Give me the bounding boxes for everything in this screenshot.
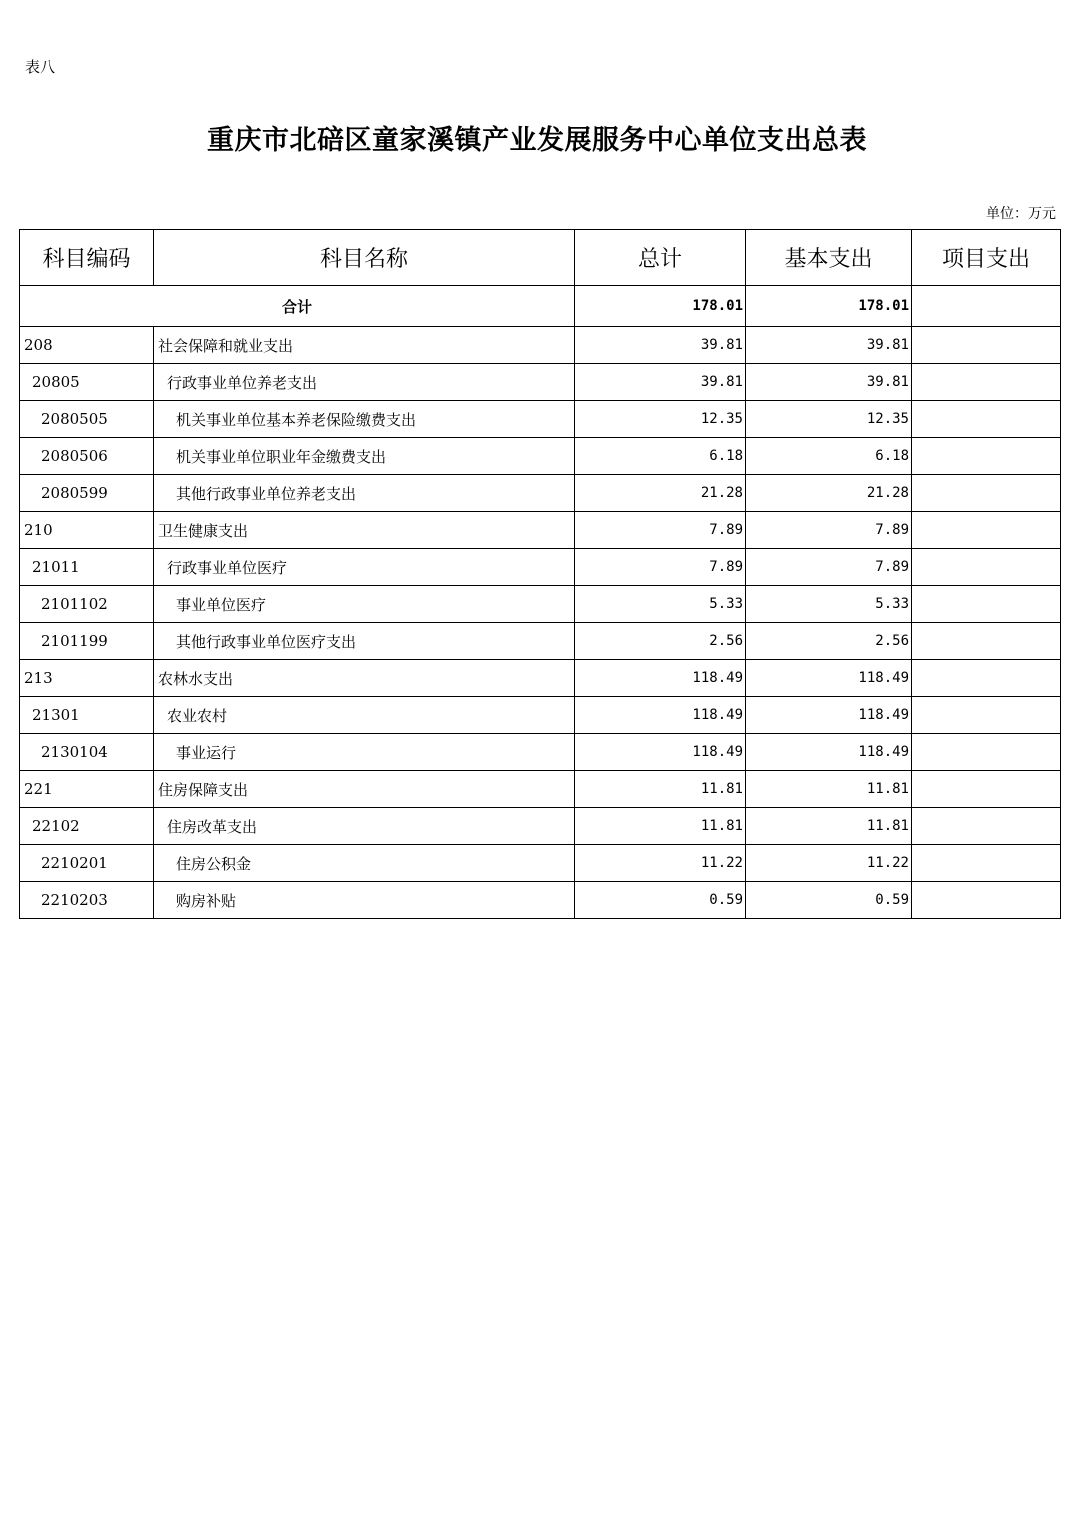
cell-code: 210 — [20, 512, 154, 549]
cell-basic: 39.81 — [746, 364, 912, 401]
table-row — [20, 401, 1061, 438]
table-number-label: 表八 — [25, 58, 56, 76]
cell-total: 2.56 — [575, 623, 746, 660]
cell-total: 0.59 — [575, 882, 746, 919]
table-row — [20, 808, 1061, 845]
cell-name: 卫生健康支出 — [154, 512, 575, 549]
table-row — [20, 734, 1061, 771]
cell-total: 21.28 — [575, 475, 746, 512]
table-row — [20, 697, 1061, 734]
cell-project — [912, 438, 1061, 475]
cell-project — [912, 734, 1061, 771]
cell-name: 机关事业单位基本养老保险缴费支出 — [154, 401, 575, 438]
cell-name: 住房改革支出 — [154, 808, 575, 845]
cell-total: 118.49 — [575, 697, 746, 734]
cell-name: 行政事业单位养老支出 — [154, 364, 575, 401]
total-project — [912, 286, 1061, 327]
cell-code: 2101102 — [20, 586, 154, 623]
cell-code: 2080599 — [20, 475, 154, 512]
column-header-basic: 基本支出 — [746, 230, 912, 286]
cell-project — [912, 808, 1061, 845]
table-row — [20, 327, 1061, 364]
cell-project — [912, 586, 1061, 623]
cell-project — [912, 771, 1061, 808]
cell-project — [912, 512, 1061, 549]
cell-project — [912, 845, 1061, 882]
table-row — [20, 512, 1061, 549]
cell-basic: 5.33 — [746, 586, 912, 623]
cell-basic: 0.59 — [746, 882, 912, 919]
cell-code: 213 — [20, 660, 154, 697]
cell-code: 22102 — [20, 808, 154, 845]
table-row — [20, 586, 1061, 623]
cell-total: 11.81 — [575, 771, 746, 808]
cell-name: 其他行政事业单位养老支出 — [154, 475, 575, 512]
cell-total: 118.49 — [575, 660, 746, 697]
cell-total: 11.22 — [575, 845, 746, 882]
cell-project — [912, 549, 1061, 586]
column-header-name: 科目名称 — [154, 230, 575, 286]
table-row — [20, 882, 1061, 919]
cell-total: 118.49 — [575, 734, 746, 771]
cell-basic: 11.22 — [746, 845, 912, 882]
cell-code: 2210203 — [20, 882, 154, 919]
cell-total: 39.81 — [575, 327, 746, 364]
cell-total: 12.35 — [575, 401, 746, 438]
cell-name: 行政事业单位医疗 — [154, 549, 575, 586]
column-header-total: 总计 — [575, 230, 746, 286]
cell-project — [912, 475, 1061, 512]
cell-basic: 11.81 — [746, 771, 912, 808]
cell-name: 农林水支出 — [154, 660, 575, 697]
total-row — [20, 286, 1061, 327]
cell-basic: 6.18 — [746, 438, 912, 475]
cell-basic: 118.49 — [746, 734, 912, 771]
cell-project — [912, 882, 1061, 919]
cell-basic: 11.81 — [746, 808, 912, 845]
cell-name: 事业运行 — [154, 734, 575, 771]
cell-basic: 12.35 — [746, 401, 912, 438]
cell-code: 20805 — [20, 364, 154, 401]
table-row — [20, 475, 1061, 512]
column-header-code: 科目编码 — [20, 230, 154, 286]
cell-project — [912, 364, 1061, 401]
cell-total: 39.81 — [575, 364, 746, 401]
column-header-project: 项目支出 — [912, 230, 1061, 286]
cell-project — [912, 660, 1061, 697]
cell-project — [912, 401, 1061, 438]
table-header-row — [20, 230, 1061, 286]
unit-label: 单位：万元 — [986, 206, 1056, 222]
table-row — [20, 660, 1061, 697]
cell-code: 2130104 — [20, 734, 154, 771]
cell-name: 购房补贴 — [154, 882, 575, 919]
cell-code: 2080506 — [20, 438, 154, 475]
total-sum: 178.01 — [575, 286, 746, 327]
cell-basic: 21.28 — [746, 475, 912, 512]
cell-name: 住房保障支出 — [154, 771, 575, 808]
table-row — [20, 771, 1061, 808]
cell-name: 农业农村 — [154, 697, 575, 734]
total-basic: 178.01 — [746, 286, 912, 327]
cell-code: 2101199 — [20, 623, 154, 660]
table-row — [20, 845, 1061, 882]
cell-total: 6.18 — [575, 438, 746, 475]
cell-basic: 2.56 — [746, 623, 912, 660]
cell-name: 住房公积金 — [154, 845, 575, 882]
expenditure-table — [19, 229, 1061, 919]
total-label: 合计 — [20, 286, 575, 327]
cell-total: 5.33 — [575, 586, 746, 623]
cell-name: 其他行政事业单位医疗支出 — [154, 623, 575, 660]
cell-total: 7.89 — [575, 512, 746, 549]
cell-basic: 118.49 — [746, 660, 912, 697]
cell-code: 221 — [20, 771, 154, 808]
cell-code: 208 — [20, 327, 154, 364]
cell-project — [912, 697, 1061, 734]
table-row — [20, 364, 1061, 401]
cell-basic: 7.89 — [746, 549, 912, 586]
cell-code: 21301 — [20, 697, 154, 734]
cell-total: 11.81 — [575, 808, 746, 845]
cell-name: 事业单位医疗 — [154, 586, 575, 623]
cell-name: 社会保障和就业支出 — [154, 327, 575, 364]
cell-project — [912, 623, 1061, 660]
cell-code: 2080505 — [20, 401, 154, 438]
cell-name: 机关事业单位职业年金缴费支出 — [154, 438, 575, 475]
cell-basic: 7.89 — [746, 512, 912, 549]
cell-total: 7.89 — [575, 549, 746, 586]
cell-basic: 39.81 — [746, 327, 912, 364]
cell-code: 21011 — [20, 549, 154, 586]
cell-basic: 118.49 — [746, 697, 912, 734]
table-row — [20, 549, 1061, 586]
page-title: 重庆市北碚区童家溪镇产业发展服务中心单位支出总表 — [207, 125, 867, 156]
cell-code: 2210201 — [20, 845, 154, 882]
cell-project — [912, 327, 1061, 364]
table-row — [20, 623, 1061, 660]
table-row — [20, 438, 1061, 475]
